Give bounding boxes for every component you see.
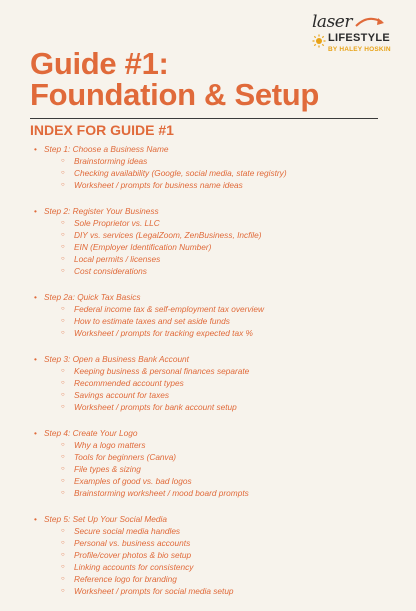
index-step <box>32 205 392 277</box>
logo-arrow-icon <box>354 14 388 30</box>
list-item: ○ Cost considerations <box>32 265 392 277</box>
list-item: ○ Worksheet / prompts for tracking expected tax % <box>32 327 392 339</box>
list-item: ○ Linking accounts for consistency <box>32 561 392 573</box>
page-title <box>30 48 319 110</box>
list-item: ○ Checking availability (Google, social media, state registry) <box>32 167 392 179</box>
list-item: ○ Reference logo for branding <box>32 573 392 585</box>
list-item: ○ Tools for beginners (Canva) <box>32 451 392 463</box>
step-title: • Step 2a: Quick Tax Basics <box>32 291 392 303</box>
list-item: ○ Local permits / licenses <box>32 253 392 265</box>
step-title: • Step 5: Set Up Your Social Media <box>32 513 392 525</box>
index-step <box>32 143 392 191</box>
list-item: ○ Worksheet / prompts for bank account setup <box>32 401 392 413</box>
index-step <box>32 291 392 339</box>
list-item: ○ Keeping business & personal finances separate <box>32 365 392 377</box>
page-title-line-2: Foundation & Setup <box>30 77 320 112</box>
index-list <box>32 143 392 611</box>
logo-brand-text: LIFESTYLE <box>328 32 390 44</box>
list-item: ○ Personal vs. business accounts <box>32 537 392 549</box>
list-item: ○ Savings account for taxes <box>32 389 392 401</box>
logo-sun-icon <box>312 34 326 48</box>
step-title: • Step 3: Open a Business Bank Account <box>32 353 392 365</box>
list-item: ○ Brainstorming worksheet / mood board prompts <box>32 487 392 499</box>
step-subitems <box>32 439 392 499</box>
index-step <box>32 427 392 499</box>
step-title: • Step 2: Register Your Business <box>32 205 392 217</box>
step-subitems <box>32 303 392 339</box>
list-item: ○ Recommended account types <box>32 377 392 389</box>
title-divider <box>30 118 378 119</box>
list-item: ○ Profile/cover photos & bio setup <box>32 549 392 561</box>
list-item: ○ Worksheet / prompts for business name ideas <box>32 179 392 191</box>
step-subitems <box>32 217 392 277</box>
list-item: ○ Examples of good vs. bad logos <box>32 475 392 487</box>
step-title: • Step 4: Create Your Logo <box>32 427 392 439</box>
list-item: ○ How to estimate taxes and set aside funds <box>32 315 392 327</box>
index-step <box>32 353 392 413</box>
logo-script-text: laser <box>312 12 352 32</box>
list-item: ○ Sole Proprietor vs. LLC <box>32 217 392 229</box>
list-item: ○ Secure social media handles <box>32 525 392 537</box>
step-title: • Step 1: Choose a Business Name <box>32 143 392 155</box>
brand-logo <box>306 10 402 58</box>
list-item: ○ Brainstorming ideas <box>32 155 392 167</box>
list-item: ○ Worksheet / prompts for social media setup <box>32 585 392 597</box>
index-heading: INDEX FOR GUIDE #1 <box>30 122 174 138</box>
step-subitems <box>32 155 392 191</box>
index-step <box>32 513 392 597</box>
step-subitems <box>32 525 392 597</box>
page-title-line-1: Guide #1: <box>30 46 169 81</box>
list-item: ○ File types & sizing <box>32 463 392 475</box>
list-item: ○ DIY vs. services (LegalZoom, ZenBusiness, Incfile) <box>32 229 392 241</box>
list-item: ○ Federal income tax & self-employment tax overview <box>32 303 392 315</box>
step-subitems <box>32 365 392 413</box>
list-item: ○ Why a logo matters <box>32 439 392 451</box>
logo-byline: BY HALEY HOSKIN <box>328 46 391 53</box>
list-item: ○ EIN (Employer Identification Number) <box>32 241 392 253</box>
